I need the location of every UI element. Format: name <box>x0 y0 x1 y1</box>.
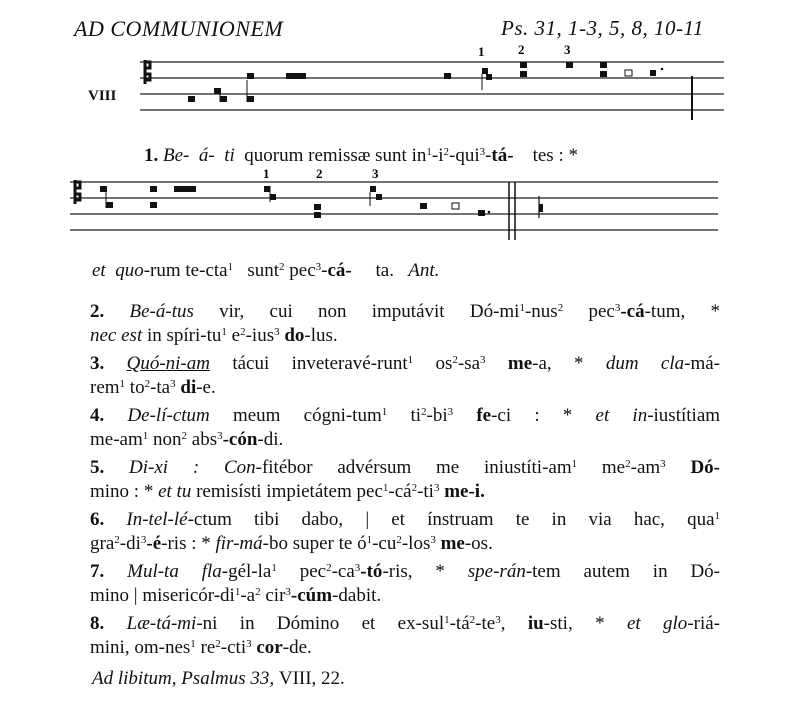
lyrics-line-2: et quo-rum te-cta$^1$ sunt$^2$ pec$^3$-cá- ta. Ant. <box>92 260 440 281</box>
staff-1-marker-2: 2 <box>518 42 525 57</box>
page-title: AD COMMUNIONEM <box>74 16 284 41</box>
lyrics-line-1: 1. Be- á- ti quorum remissæ sunt $in^1-i^2-qui^3-tá-$ tes : * <box>144 145 578 166</box>
footer-note: Ad libitum, Psalmus 33, VIII, 22. <box>92 668 345 689</box>
verse-8: 8. Læ-tá-mi-ni in Dómino et $ex-sul^1-tá^2-te^3$, iu-sti, * et glo-riá- mini, om-nes$^1$ $re^2-cti^3$ cor-de. <box>90 613 721 658</box>
staff-2 <box>70 166 720 250</box>
c-clef-icon <box>145 60 150 84</box>
staff-1 <box>140 40 790 120</box>
verse-5: 5. Di-xi : Con-fitébor advérsum me iniustíti-$am^1$ $me^2-am^3$ Dó- mino : * et tu remisísti impietátem $pec^1-cá^2-ti^3$ me-i. <box>90 457 721 502</box>
c-clef-icon <box>75 180 80 204</box>
staff-2-marker-3: 3 <box>372 166 379 181</box>
psalm-reference: Ps. 31, 1-3, 5, 8, 10-11 <box>501 16 704 40</box>
verse-4: 4. De-lí-ctum meum cógni-tum$^1$ $ti^2-bi^3$ fe-ci : * et in-iustítiam $me-am^1$ non$^2$ abs$^3$-cón-di. <box>90 405 721 450</box>
verse-7: 7. Mul-ta fla-$gél-la^1$ $pec^2-ca^3-tó$-ris, * spe-rán-tem autem in Dó- mino | misericór-$di^1-a^2$ cir$^3$-cúm-dabit. <box>90 561 720 606</box>
staff-2-marker-1: 1 <box>263 166 270 181</box>
verse-6: 6. In-tel-lé-ctum tibi dabo, | et ínstruam te in via hac, qua$^1$ $gra^2-di^3-é$-ris : * fir-má-bo super te $ó^1-cu^2-los^3$ me-os. <box>90 509 720 554</box>
staff-1-marker-3: 3 <box>564 42 571 57</box>
verse-2: 2. Be-á-tus vir, cui non imputávit $Dó-mi^1-nus^2$ pec$^3$-cá-tum, * nec est in spíri-$tu^1$ $e^2-ius^3$ do-lus. <box>90 301 720 346</box>
mode-label: VIII <box>88 88 117 104</box>
staff-1-marker-1: 1 <box>478 44 485 59</box>
staff-2-marker-2: 2 <box>316 166 323 181</box>
verse-3: 3. Quó-ni-am tácui inveteravé-runt$^1$ $os^2-sa^3$ me-a, * dum cla-má- rem$^1$ $to^2-ta^3$ di-e. <box>90 353 720 398</box>
